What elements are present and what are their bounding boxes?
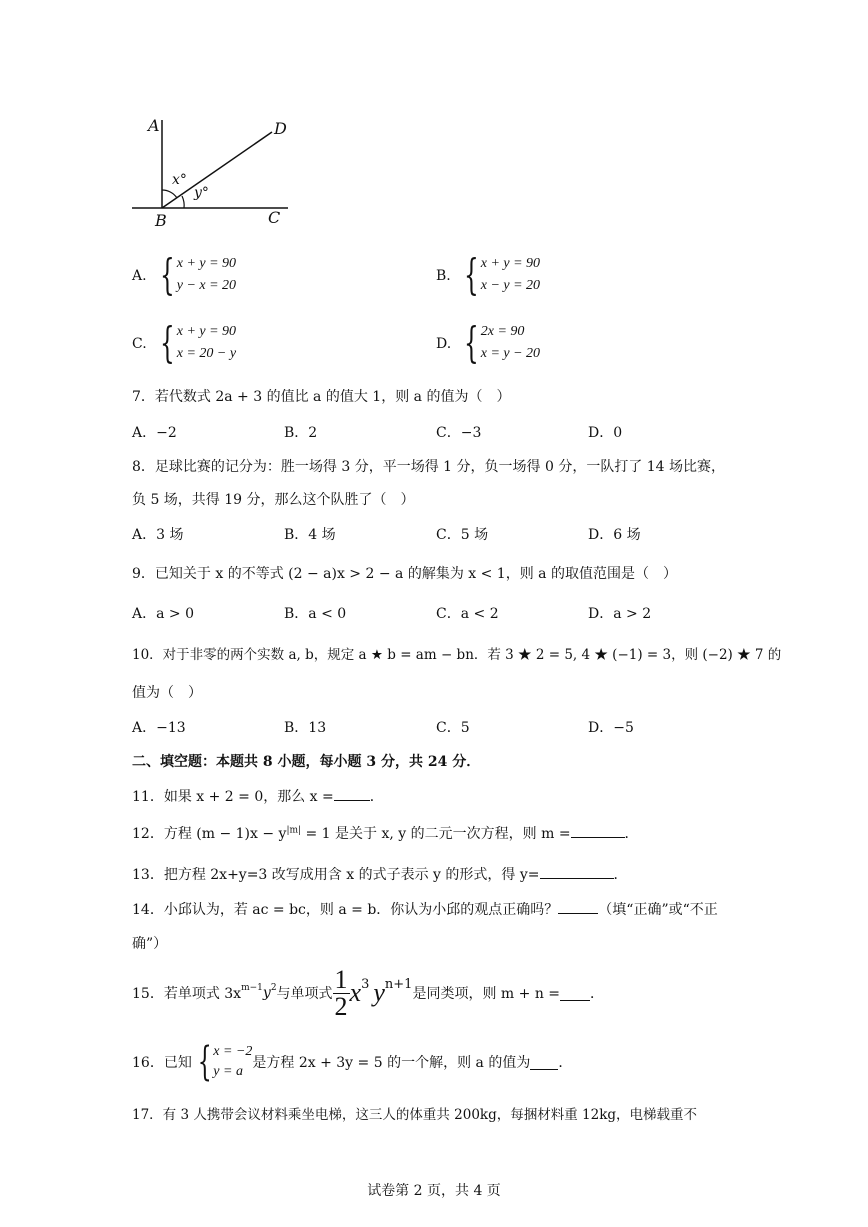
q6-option-A-system: { x + y = 90 y − x = 20 (160, 250, 237, 299)
q10-option-C: C．5 (436, 720, 470, 736)
q15-var-x: x (349, 978, 362, 1007)
q15-text-mid: 与单项式 (276, 986, 333, 1002)
q15-question (132, 963, 604, 1023)
section-heading: 二、填空题：本题共 8 小题，每小题 3 分，共 24 分． (132, 754, 481, 770)
q10-question-line1: 10．对于非零的两个实数 a, b，规定 a ★ b = am − bn．若 3 ★ 2 = 5, 4 ★ (−1) = 3，则 (−2) ★ 7 的 (132, 647, 782, 663)
q11-question (132, 786, 384, 806)
q12-text: 12．方程 (m − 1)x − y (132, 826, 287, 842)
q10-option-B: B．13 (284, 720, 327, 736)
q11-text: 11．如果 x + 2 = 0，那么 x = (132, 789, 334, 805)
q7-option-C: C．−3 (436, 425, 482, 441)
q14-text: 14．小邱认为，若 ac = bc，则 a = b．你认为小邱的观点正确吗？ (132, 902, 559, 918)
q8-option-C: C．5 场 (436, 527, 489, 543)
q13-end: ． (613, 867, 628, 883)
q6-A-eq1: x + y = 90 (176, 256, 237, 271)
arc-x (162, 190, 177, 198)
q16-text-mid: 是方程 2x + 3y = 5 的一个解，则 a 的值为 (252, 1055, 531, 1071)
q12-exponent: |m| (286, 825, 302, 836)
q14-blank[interactable] (558, 899, 598, 914)
q12-blank[interactable] (571, 823, 625, 838)
q16-question (132, 1040, 572, 1084)
q8-question-line2: 负 5 场，共得 19 分，那么这个队胜了（ ） (132, 492, 415, 508)
q10-option-A: A．−13 (132, 720, 186, 736)
q7-option-D: D．0 (588, 425, 623, 441)
q13-question (132, 864, 628, 884)
q6-option-A-label: A. (132, 268, 147, 284)
q8-option-B: B．4 场 (284, 527, 336, 543)
q6-option-C-system: { x + y = 90 x = 20 − y (160, 318, 237, 367)
q14-question (132, 899, 718, 919)
q6-option-B-system: { x + y = 90 x − y = 20 (464, 250, 541, 299)
ray-BD (162, 132, 272, 208)
q7-options (132, 422, 740, 442)
q15-exp4: n+1 (384, 976, 413, 992)
q16-end: ． (558, 1055, 573, 1071)
q15-var-y2: y (373, 978, 385, 1007)
label-D: D (274, 119, 287, 138)
q13-text: 13．把方程 2x+y=3 改写成用含 x 的式子表示 y 的形式，得 y= (132, 867, 540, 883)
q14-text-end: （填“正确”或“不正 (598, 902, 718, 918)
q16-text: 16．已知 (132, 1055, 192, 1071)
label-y: y° (194, 185, 209, 201)
q6-option-D-label: D. (436, 336, 452, 352)
q6-C-eq2: x = 20 − y (176, 346, 237, 361)
q15-text: 15．若单项式 3x (132, 986, 242, 1002)
q16-eq2: y = a (213, 1064, 243, 1079)
q6-option-B-label: B. (436, 268, 451, 284)
q15-fraction (333, 964, 350, 1021)
q9-question: 9．已知关于 x 的不等式 (2 − a)x > 2 − a 的解集为 x < 1，则 a 的取值范围是（ ） (132, 566, 677, 582)
q15-exp1: m−1 (241, 983, 263, 993)
q9-options (132, 603, 740, 623)
q15-exp3: 3 (361, 976, 370, 992)
q16-blank[interactable] (530, 1055, 558, 1070)
q14-question-line2: 确”） (132, 936, 168, 952)
q11-blank[interactable] (334, 786, 370, 801)
q6-D-eq1: 2x = 90 (480, 324, 525, 339)
label-A: A (148, 116, 160, 135)
q15-exp2: 2 (270, 983, 277, 993)
q9-option-B: B．a < 0 (284, 606, 347, 622)
label-x: x° (172, 172, 187, 188)
q6-B-eq1: x + y = 90 (480, 256, 541, 271)
page-footer: 试卷第 2 页，共 4 页 (367, 1183, 501, 1199)
q16-eq1: x = −2 (213, 1044, 253, 1059)
q15-end: ． (590, 986, 605, 1002)
label-B: B (155, 211, 167, 230)
q8-question-line1: 8．足球比赛的记分为：胜一场得 3 分，平一场得 1 分，负一场得 0 分，一队打了 14 场比赛， (132, 459, 726, 475)
q7-option-A: A．−2 (132, 425, 177, 441)
q9-option-A: A．a > 0 (132, 606, 194, 622)
q6-C-eq1: x + y = 90 (176, 324, 237, 339)
q9-option-D: D．a > 2 (588, 606, 652, 622)
q11-end: ． (369, 789, 384, 805)
q8-options (132, 524, 740, 544)
q6-A-eq2: y − x = 20 (176, 278, 237, 293)
q15-denominator: 2 (334, 991, 348, 1021)
q13-blank[interactable] (540, 864, 614, 879)
q12-end: ． (624, 826, 639, 842)
q6-option-D-system: { 2x = 90 x = y − 20 (464, 318, 541, 367)
label-C: C (268, 208, 281, 227)
q7-option-B: B．2 (284, 425, 318, 441)
q12-question (132, 823, 639, 843)
q8-option-D: D．6 场 (588, 527, 641, 543)
q10-question-line2: 值为（ ） (132, 685, 202, 701)
q10-option-D: D．−5 (588, 720, 634, 736)
q15-numerator: 1 (334, 964, 348, 994)
q17-question: 17．有 3 人携带会议材料乘坐电梯，这三人的体重共 200kg，每捆材料重 12kg，电梯载重不 (132, 1107, 698, 1123)
q15-var-y: y (262, 985, 271, 1001)
q10-options (132, 717, 740, 737)
q9-option-C: C．a < 2 (436, 606, 499, 622)
q12-text-mid: = 1 是关于 x, y 的二元一次方程，则 m = (301, 826, 571, 842)
q8-option-A: A．3 场 (132, 527, 184, 543)
q6-D-eq2: x = y − 20 (480, 346, 541, 361)
q15-blank[interactable] (560, 986, 590, 1001)
q16-brace: { (197, 1039, 212, 1085)
q6-B-eq2: x − y = 20 (480, 278, 541, 293)
q6-option-C-label: C. (132, 336, 147, 352)
q7-question: 7．若代数式 2a + 3 的值比 a 的值大 1，则 a 的值为（ ） (132, 389, 511, 405)
q15-text-end: 是同类项，则 m + n = (412, 986, 561, 1002)
arc-y (182, 196, 184, 208)
